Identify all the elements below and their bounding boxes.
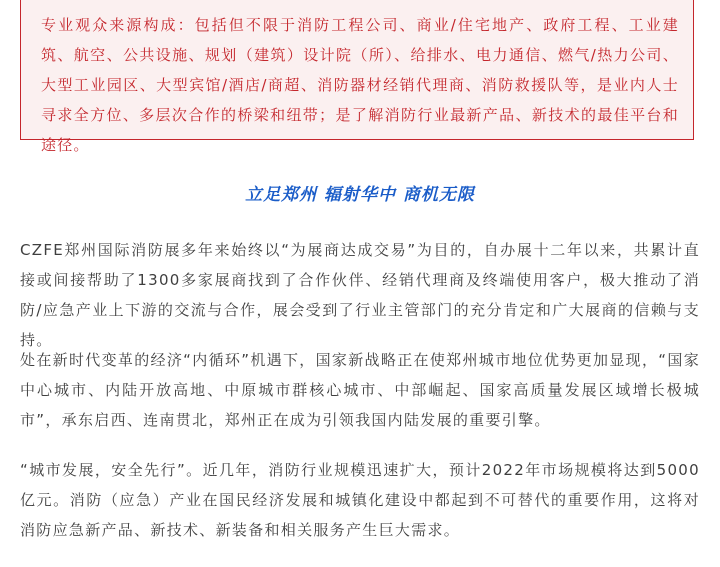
body-paragraph-2: 处在新时代变革的经济“内循环”机遇下，国家新战略正在使郑州城市地位优势更加显现，“国家中心城市、内陆开放高地、中原城市群核心城市、中部崛起、国家高质量发展区域增长极城市”，承东启西、连南贯北，郑州正在成为引领我国内陆发展的重要引擎。: [20, 351, 700, 429]
body-paragraph-1: CZFE郑州国际消防展多年来始终以“为展商达成交易”为目的，自办展十二年以来，共累计直接或间接帮助了1300多家展商找到了合作伙伴、经销代理商及终端使用客户，极大推动了消防/应急产业上下游的交流与合作，展会受到了行业主管部门的充分肯定和广大展商的信赖与支持。: [20, 241, 700, 349]
slogan-heading: 立足郑州 辐射华中 商机无限: [245, 185, 475, 205]
body-paragraph-3: “城市发展，安全先行”。近几年，消防行业规模迅速扩大，预计2022年市场规模将达到5000亿元。消防（应急）产业在国民经济发展和城镇化建设中都起到不可替代的重要作用，这将对消防应急新产品、新技术、新装备和相关服务产生巨大需求。: [20, 461, 700, 539]
audience-text: 专业观众来源构成：包括但不限于消防工程公司、商业/住宅地产、政府工程、工业建筑、航空、公共设施、规划（建筑）设计院（所）、给排水、电力通信、燃气/热力公司、大型工业园区、大型宾馆/酒店/商超、消防器材经销代理商、消防救援队等，是业内人士寻求全方位、多层次合作的桥梁和纽带；是了解消防行业最新产品、新技术的最佳平台和途径。: [41, 16, 679, 154]
audience-info-box: [20, 0, 694, 154]
